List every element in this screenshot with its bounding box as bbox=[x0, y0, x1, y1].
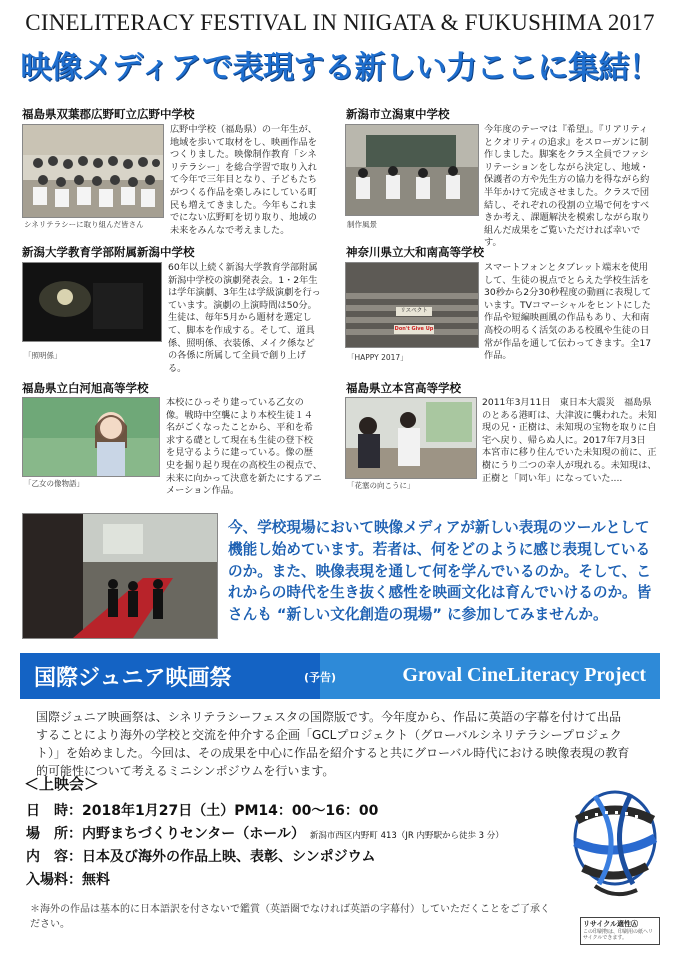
school-name-niigata-fuzoku: 新潟大学教育学部附属新潟中学校 bbox=[22, 245, 195, 259]
recycle-label: リサイクル適性Ⓐ bbox=[583, 920, 639, 928]
caption-yamato-minami: 「HAPPY 2017」 bbox=[347, 353, 408, 362]
desc-hirono: 広野中学校（福島県）の一年生が、地域を歩いて取材をし、映画作品をつくりました。映像制作教育「シネリテラシー」を総合学習で取り入れて今年で三年目となり、子どもたちがつくる作品を楽しみにしている町民も増えてきました。今年もこれまでにない広野町を切り取り、地域の未来をみんなで考えました。 bbox=[170, 124, 317, 236]
caption-niigata-fuzoku: 「照明係」 bbox=[24, 351, 62, 360]
photo-shirakawa-asahi bbox=[22, 397, 160, 477]
photo-hirono bbox=[22, 124, 164, 218]
caption-motomiya: 「花塞の向こうに」 bbox=[347, 481, 415, 490]
detail-value-content: 日本及び海外の作品上映、表彰、シンポジウム bbox=[82, 849, 376, 865]
desc-katahigashi: 今年度のテーマは『希望』。『リアリティとクオリティの追求』をスローガンに制作しました。脚案をクラス全員でファシリテーションをしながら決定し、地域・保護者の方や先生方の協力を得ながら約半年かけて完成させました。クラスで団結し、それぞれの役割の立場で何をすべきか考え、課題解決を模索しながら取り組んだ成果をご覧いただければ幸いです。 bbox=[484, 124, 650, 249]
school-name-motomiya: 福島県立本宮高等学校 bbox=[346, 381, 461, 395]
desc-shirakawa-asahi: 本校にひっそり建っている乙女の像。戦時中空襲により本校生徒１４名がごくなったことから、平和を希求する礎として現在も生徒の登下校を見守るように建っている。像の歴史を掘り起り現在の高校生の視点で、未来に向かって決意を新たにするアニメーション作品。 bbox=[166, 397, 323, 497]
school-name-katahigashi: 新潟市立潟東中学校 bbox=[346, 107, 450, 121]
school-name-yamato-minami: 神奈川県立大和南高等学校 bbox=[346, 245, 484, 259]
detail-note-venue: 新潟市西区内野町 413（JR 内野駅から徒歩 3 分） bbox=[309, 831, 504, 841]
detail-value-datetime: 2018年1月27日（土）PM14：00～16：00 bbox=[82, 803, 379, 819]
sign-respect: リスペクト bbox=[400, 308, 428, 314]
screening-footnote: ＊海外の作品は基本的に日本語訳を付さないで鑑賞（英語圏でなければ英語の字幕付）していただくことをご了承ください。 bbox=[30, 904, 550, 930]
detail-value-venue: 内野まちづくりセンター（ホール） bbox=[82, 826, 306, 842]
festival-title: CINELITERACY FESTIVAL IN NIIGATA & FUKUSHIMA 2017 bbox=[25, 10, 655, 35]
detail-label-datetime: 日 時： bbox=[26, 803, 82, 819]
festival-message: 今、学校現場において映像メディアが新しい表現のツールとして機能し始めています。若者は、何をどのように感じ表現しているのか。また、映像表現を通して何を学んでいるのか。そして、これからの時代を生き抜く感性を映画文化は育んでいけるのか。皆さんも “新しい文化創造の現場” に参加してみませんか。 bbox=[228, 519, 652, 624]
banner-title: 国際ジュニア映画祭 bbox=[34, 666, 232, 691]
globe-film-logo-icon bbox=[565, 780, 665, 904]
photo-katahigashi bbox=[345, 124, 479, 216]
photo-yamato-minami bbox=[345, 262, 479, 348]
school-name-hirono: 福島県双葉郡広野町立広野中学校 bbox=[22, 107, 195, 121]
headline: 映像メディアで表現する新しい力ここに集結！ bbox=[20, 50, 660, 86]
detail-row-venue bbox=[26, 823, 504, 843]
banner-english-title: Groval CineLiteracy Project bbox=[402, 664, 646, 686]
festival-intro: 国際ジュニア映画祭は、シネリテラシーフェスタの国際版です。今年度から、作品に英語の字幕を付けて出品することにより海外の学校と交流を仲介する企画「GCLプロジェクト（グローバルシネリテラシープロジェクト）」を始めました。今回は、その成果を中心に作品を紹介すると共にグローバル時代における映像表現の教育的可能性について考えるミニシンポジウムを行います。 bbox=[36, 710, 630, 778]
photo-niigata-fuzoku bbox=[22, 262, 162, 342]
desc-niigata-fuzoku: 60年以上続く新潟大学教育学部附属新潟中学校の演劇発表会。1・2年生は学年演劇、3年生は学級演劇を行っています。演劇の上演時間は50分。生徒は、毎年5月から題材を選定して、脚本を作成する。そして、道具係、照明係、衣装係、メイク係などの各係に所属して全員で創り上げる。 bbox=[168, 262, 321, 374]
banner-note: (予告) bbox=[304, 671, 337, 684]
caption-shirakawa-asahi: 「乙女の像物語」 bbox=[24, 479, 84, 488]
desc-motomiya: 2011年3月11日 東日本大震災 福島県のとある港町は、大津波に襲われた。未知現の兄・正樹は、未知現の宝物を取りに自宅へ戻り、帰らぬ人に。2017年7月3日 本宮市に移り住んでいた未知現の前に、正樹にうり二つの幸人が現れる。未知現は、正樹と「同い年」になっていた.... bbox=[482, 397, 657, 484]
recycle-sub: この印刷物は、印刷用の紙へリサイクルできます。 bbox=[583, 929, 654, 941]
caption-katahigashi: 制作風景 bbox=[347, 220, 377, 229]
desc-yamato-minami: スマートフォンとタブレット端末を使用して、生徒の視点でとらえた学校生活を30秒から2分30秒程度の動画に表現しています。TVコマーシャルをヒントにした作品や短編映画風の作品もあり、大和南高校の明るく活気のある校風や生徒の日常が作品を通して伝わってきます。全17作品。 bbox=[484, 262, 652, 362]
detail-label-venue: 場 所： bbox=[26, 826, 82, 842]
detail-value-fee: 無料 bbox=[82, 872, 110, 888]
detail-row-content bbox=[26, 846, 376, 866]
screening-title: ＜上映会＞ bbox=[24, 775, 100, 793]
detail-row-fee bbox=[26, 869, 110, 889]
sign-dont-give-up: Don't Give Up bbox=[394, 326, 434, 332]
photo-festival-venue bbox=[22, 513, 218, 639]
caption-hirono: シネリテラシーに取り組んだ皆さん bbox=[24, 220, 144, 229]
detail-label-fee: 入場料： bbox=[26, 872, 82, 888]
detail-label-content: 内 容： bbox=[26, 849, 82, 865]
photo-motomiya bbox=[345, 397, 477, 479]
junior-film-festival-banner bbox=[20, 653, 660, 699]
detail-row-datetime bbox=[26, 800, 378, 820]
school-name-shirakawa-asahi: 福島県立白河旭高等学校 bbox=[22, 381, 149, 395]
recycle-mark bbox=[580, 917, 660, 945]
